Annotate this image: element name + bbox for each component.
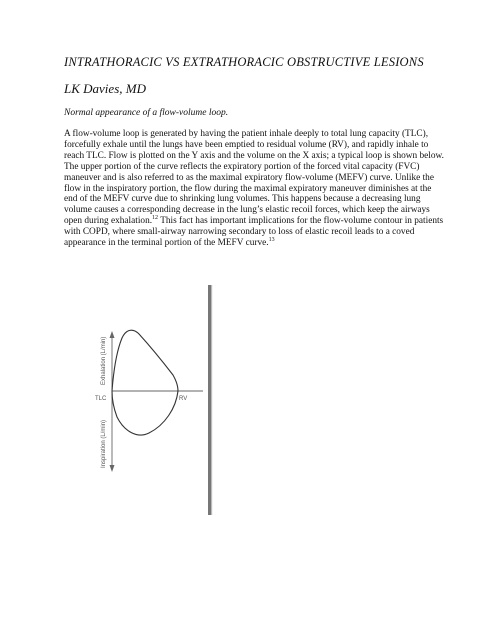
paragraph-text-1: A flow-volume loop is generated by having the patient inhale deeply to total lung capacity (TLC), forcefully exhale until the lungs have been emptied to residual volume (RV), and rapidly inhale to reach TLC. Flow is plotted on the Y axis and the volume on the X axis; a typical loop is shown below. The upper portion of the curve reflects the expiratory portion of the forced vital capacity (FVC) maneuver and is also referred to as the maximal expiratory flow-volume (MEFV) curve. Unlike the flow in the inspiratory portion, the flow during the maximal expiratory maneuver diminishes at the end of the MEFV curve due to shrinking lung volumes. This happens because a decreasing lung volume causes a corresponding decrease in the lung’s elastic recoil forces, which keep the airways open during exhalation. xyxy=(64,129,444,227)
paragraph-text-2: This fact has important implications for the flow-volume contour in patients with COPD, where small-airway narrowing secondary to loss of elastic recoil leads to a coved appearance in the terminal portion of the MEFV curve. xyxy=(64,216,444,249)
section-heading: Normal appearance of a flow-volume loop. xyxy=(64,108,229,118)
reference-13: 13 xyxy=(268,236,275,243)
body-paragraph xyxy=(64,129,446,249)
author-name: LK Davies, MD xyxy=(64,81,146,96)
rv-label: RV xyxy=(179,396,188,402)
scan-edge xyxy=(208,285,211,515)
flow-axis-bottom-arrow xyxy=(110,465,115,472)
tlc-label: TLC xyxy=(95,396,107,402)
inspiration-label: Inspiration (L/min) xyxy=(101,419,107,468)
exhalation-label: Exhalation (L/min) xyxy=(101,336,107,385)
reference-12: 12 xyxy=(152,215,159,222)
expiratory-curve xyxy=(112,330,178,391)
flow-axis-top-arrow xyxy=(110,331,115,338)
inspiratory-curve xyxy=(112,391,178,435)
document-title: INTRATHORACIC VS EXTRATHORACIC OBSTRUCTIVE LESIONS xyxy=(64,55,424,69)
